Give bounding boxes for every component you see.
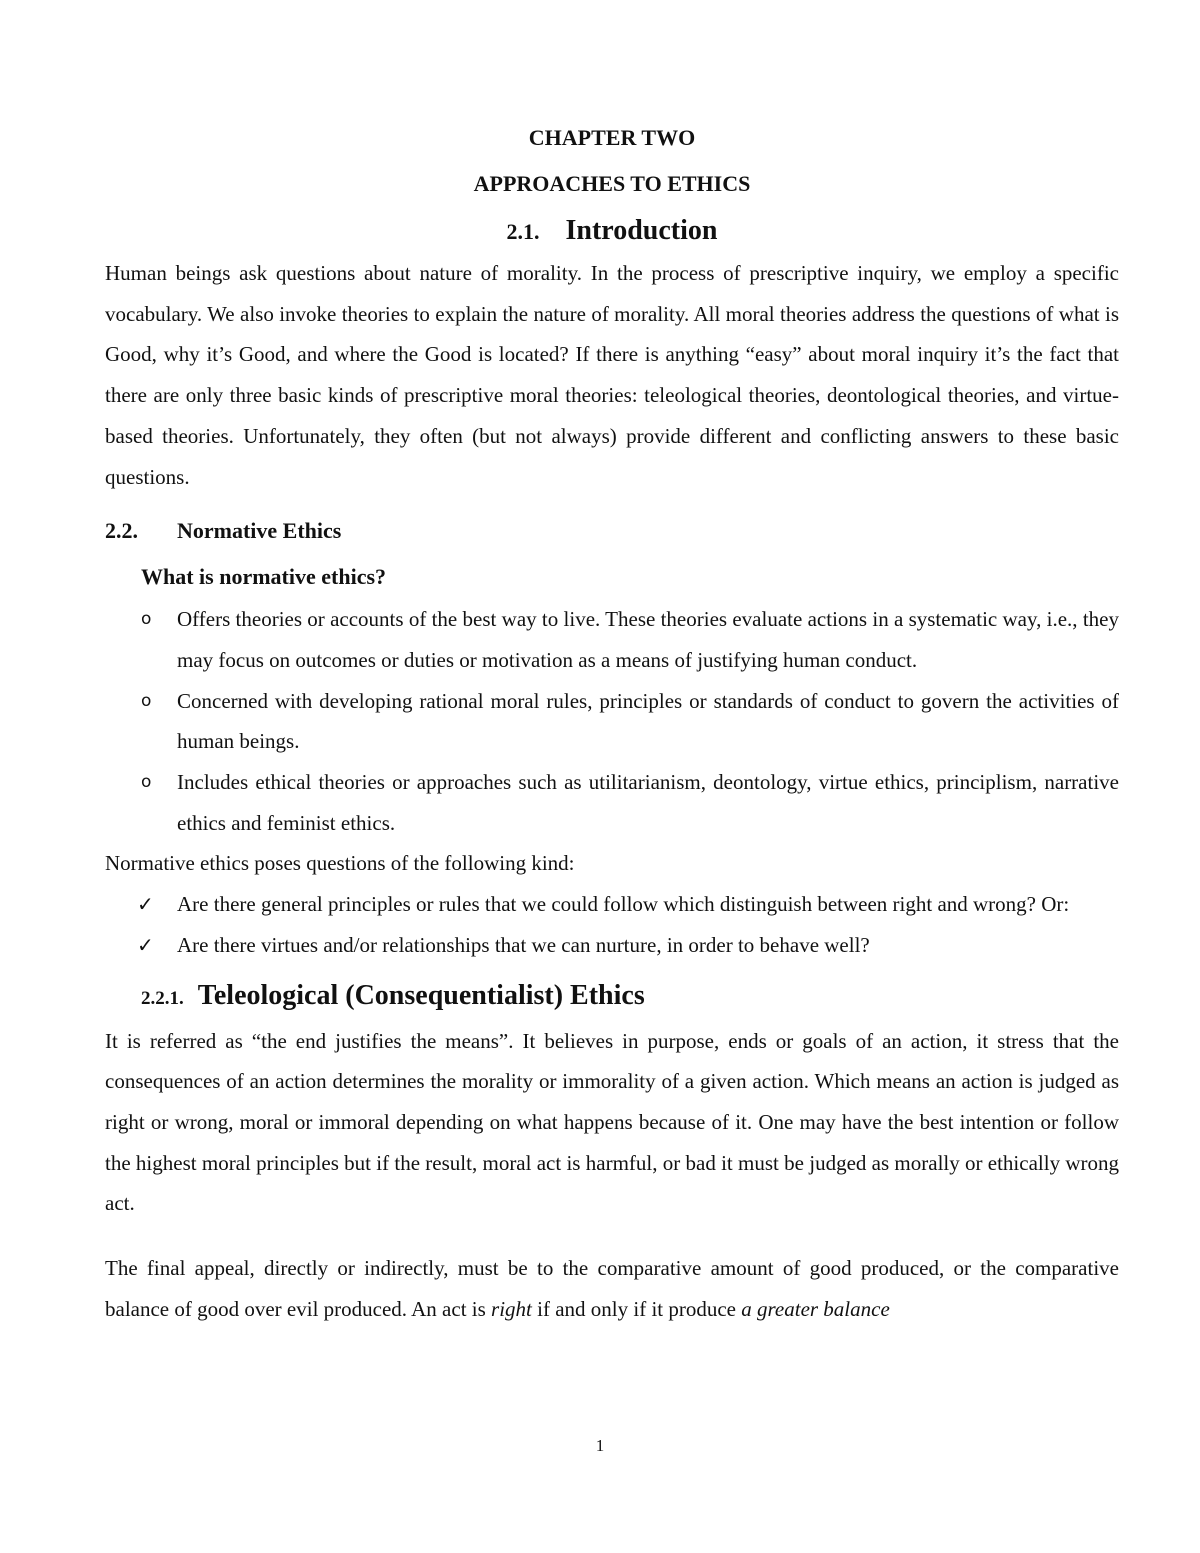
list-item-text: Are there virtues and/or relationships that we can nurture, in order to behave well? <box>177 932 870 957</box>
chapter-title: APPROACHES TO ETHICS <box>473 171 751 196</box>
list-item-text: Offers theories or accounts of the best way to live. These theories evaluate actions in a systematic way, i.e., they may focus on outcomes or duties or motivation as a means of justifying human conduct. <box>177 607 1119 672</box>
circle-bullet-icon: o <box>141 609 152 630</box>
list-item <box>105 762 1119 843</box>
teleological-heading-title: Teleological (Consequentialist) Ethics <box>197 979 645 1011</box>
page-number: 1 <box>595 1436 605 1455</box>
circle-bullet-icon: o <box>141 772 152 793</box>
normative-heading-number: 2.2. <box>105 518 138 544</box>
list-item-text: Concerned with developing rational moral rules, principles or standards of conduct to govern the activities of human beings. <box>177 688 1119 754</box>
intro-heading <box>105 214 1119 249</box>
normative-points-list <box>105 599 1119 843</box>
teleological-paragraph: It is referred as “the end justifies the means”. It believes in purpose, ends or goals of an action, it stress that the consequences of an action determines the morality or immorality of a given action. Which means an action is judged as right or wrong, moral or immoral depending on what happens because of it. One may have the best intention or follow the highest moral principles but if the result, moral act is harmful, or bad it must be judged as morally or ethically wrong act. <box>105 1028 1119 1216</box>
final-appeal-italic-balance: a greater balance <box>741 1296 890 1321</box>
final-appeal-paragraph <box>105 1248 1119 1329</box>
poses-intro-text: Normative ethics poses questions of the following kind: <box>105 851 575 876</box>
intro-paragraph: Human beings ask questions about nature of morality. In the process of prescriptive inquiry, we employ a specific vocabulary. We also invoke theories to explain the nature of morality. All moral theories address the questions of what is Good, why it’s Good, and where the Good is located? If there is anything “easy” about moral inquiry it’s the fact that there are only three basic kinds of prescriptive moral theories: teleological theories, deontological theories, and virtue-based theories. Unfortunately, they often (but not always) provide different and conflicting answers to these basic questions. <box>105 261 1119 489</box>
teleological-heading-number: 2.2.1. <box>141 987 184 1009</box>
list-item <box>105 925 1119 966</box>
list-item <box>105 599 1119 680</box>
final-appeal-italic-right: right <box>491 1296 532 1321</box>
list-item-text: Includes ethical theories or approaches such as utilitarianism, deontology, virtue ethics, principlism, narrative ethics and feminist ethics. <box>177 770 1119 835</box>
normative-question-heading: What is normative ethics? <box>141 564 387 590</box>
intro-heading-number: 2.1. <box>506 219 540 244</box>
final-appeal-text-2: if and only if it produce <box>531 1296 742 1321</box>
normative-questions-list <box>105 884 1119 965</box>
teleological-heading <box>141 978 1119 1017</box>
checkmark-icon: ✓ <box>137 932 154 957</box>
circle-bullet-icon: o <box>141 690 152 711</box>
list-item <box>105 884 1119 925</box>
normative-heading <box>105 519 1119 543</box>
list-item <box>105 681 1119 762</box>
list-item-text: Are there general principles or rules that we could follow which distinguish between right and wrong? Or: <box>177 892 1070 917</box>
document-page <box>105 120 1119 1329</box>
normative-heading-title: Normative Ethics <box>177 518 342 544</box>
intro-heading-title: Introduction <box>565 215 718 246</box>
checkmark-icon: ✓ <box>137 892 154 917</box>
chapter-label: CHAPTER TWO <box>528 125 696 150</box>
final-appeal-text-1: The final appeal, directly or indirectly, must be to the comparative amount of good produced, or the comparative balance of good over evil produced. An act is <box>105 1256 1119 1321</box>
